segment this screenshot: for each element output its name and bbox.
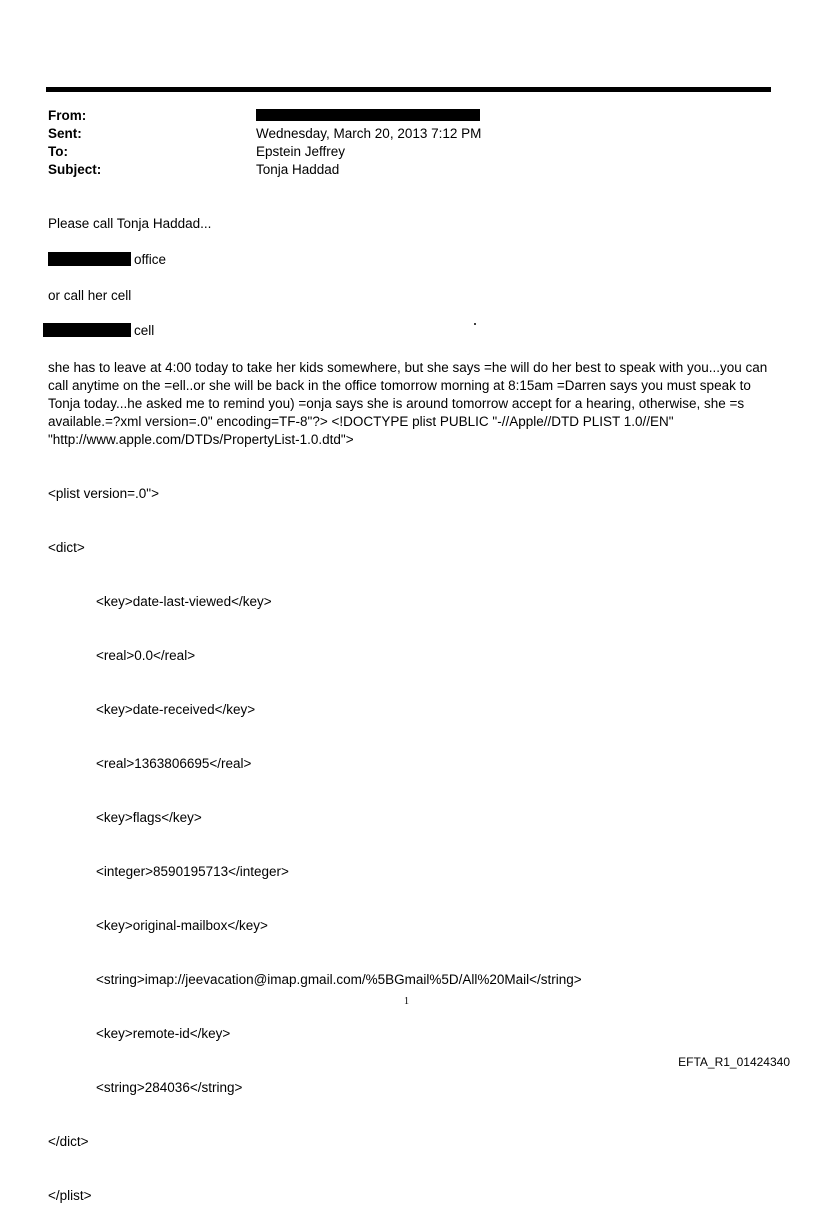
sent-label: Sent: (48, 126, 82, 141)
cell-label: cell (134, 323, 155, 338)
plist-line: <string>imap://jeevacation@imap.gmail.com/%5BGmail%5D/All%20Mail</string> (96, 972, 582, 987)
plist-line: <key>flags</key> (96, 810, 202, 825)
redaction-bar (43, 323, 131, 337)
to-row (48, 143, 748, 161)
greeting-line: Please call Tonja Haddad... (48, 216, 212, 231)
document-id: EFTA_R1_01424340 (678, 1055, 790, 1069)
redaction-bar (256, 109, 480, 121)
sent-value: Wednesday, March 20, 2013 7:12 PM (256, 126, 482, 141)
plist-line: <plist version=.0"> (48, 486, 159, 501)
to-value: Epstein Jeffrey (256, 144, 346, 159)
to-label: To: (48, 144, 68, 159)
or-call-line: or call her cell (48, 288, 132, 303)
email-header (48, 107, 748, 179)
plist-line: <key>date-last-viewed</key> (96, 594, 272, 609)
page-number: 1 (404, 996, 409, 1007)
plist-line: </dict> (48, 1134, 89, 1149)
plist-line: <key>original-mailbox</key> (96, 918, 268, 933)
plist-line: <dict> (48, 540, 85, 555)
subject-label: Subject: (48, 162, 102, 177)
message-paragraph: she has to leave at 4:00 today to take her kids somewhere, but she says =he will do her best to speak with you...you can call anytime on the =ell..or she will be back in the office tomorrow morning at 8:15am =Darren says you must speak to Tonja today...he asked me to remind you) =onja says she is around tomorrow accept for a hearing, otherwise, she =s available.=?xml version=.0" encoding=TF-8"?> <!DOCTYPE plist PUBLIC "-//Apple//DTD PLIST 1.0//EN" "http://www.apple.com/DTDs/PropertyList-1.0.dtd"> (48, 360, 768, 447)
redaction-bar (48, 252, 131, 266)
plist-line: <key>date-received</key> (96, 702, 256, 717)
subject-row (48, 161, 748, 179)
subject-value: Tonja Haddad (256, 162, 340, 177)
plist-line: <key>remote-id</key> (96, 1026, 231, 1041)
office-label: office (134, 252, 167, 267)
scan-speck (474, 323, 476, 325)
plist-block (48, 449, 582, 1223)
header-divider (46, 87, 771, 92)
plist-line: </plist> (48, 1188, 92, 1203)
sent-row (48, 125, 748, 143)
plist-line: <string>284036</string> (96, 1080, 243, 1095)
plist-line: <real>0.0</real> (96, 648, 196, 663)
from-row (48, 107, 748, 125)
from-label: From: (48, 108, 87, 123)
plist-line: <integer>8590195713</integer> (96, 864, 289, 879)
plist-line: <real>1363806695</real> (96, 756, 252, 771)
